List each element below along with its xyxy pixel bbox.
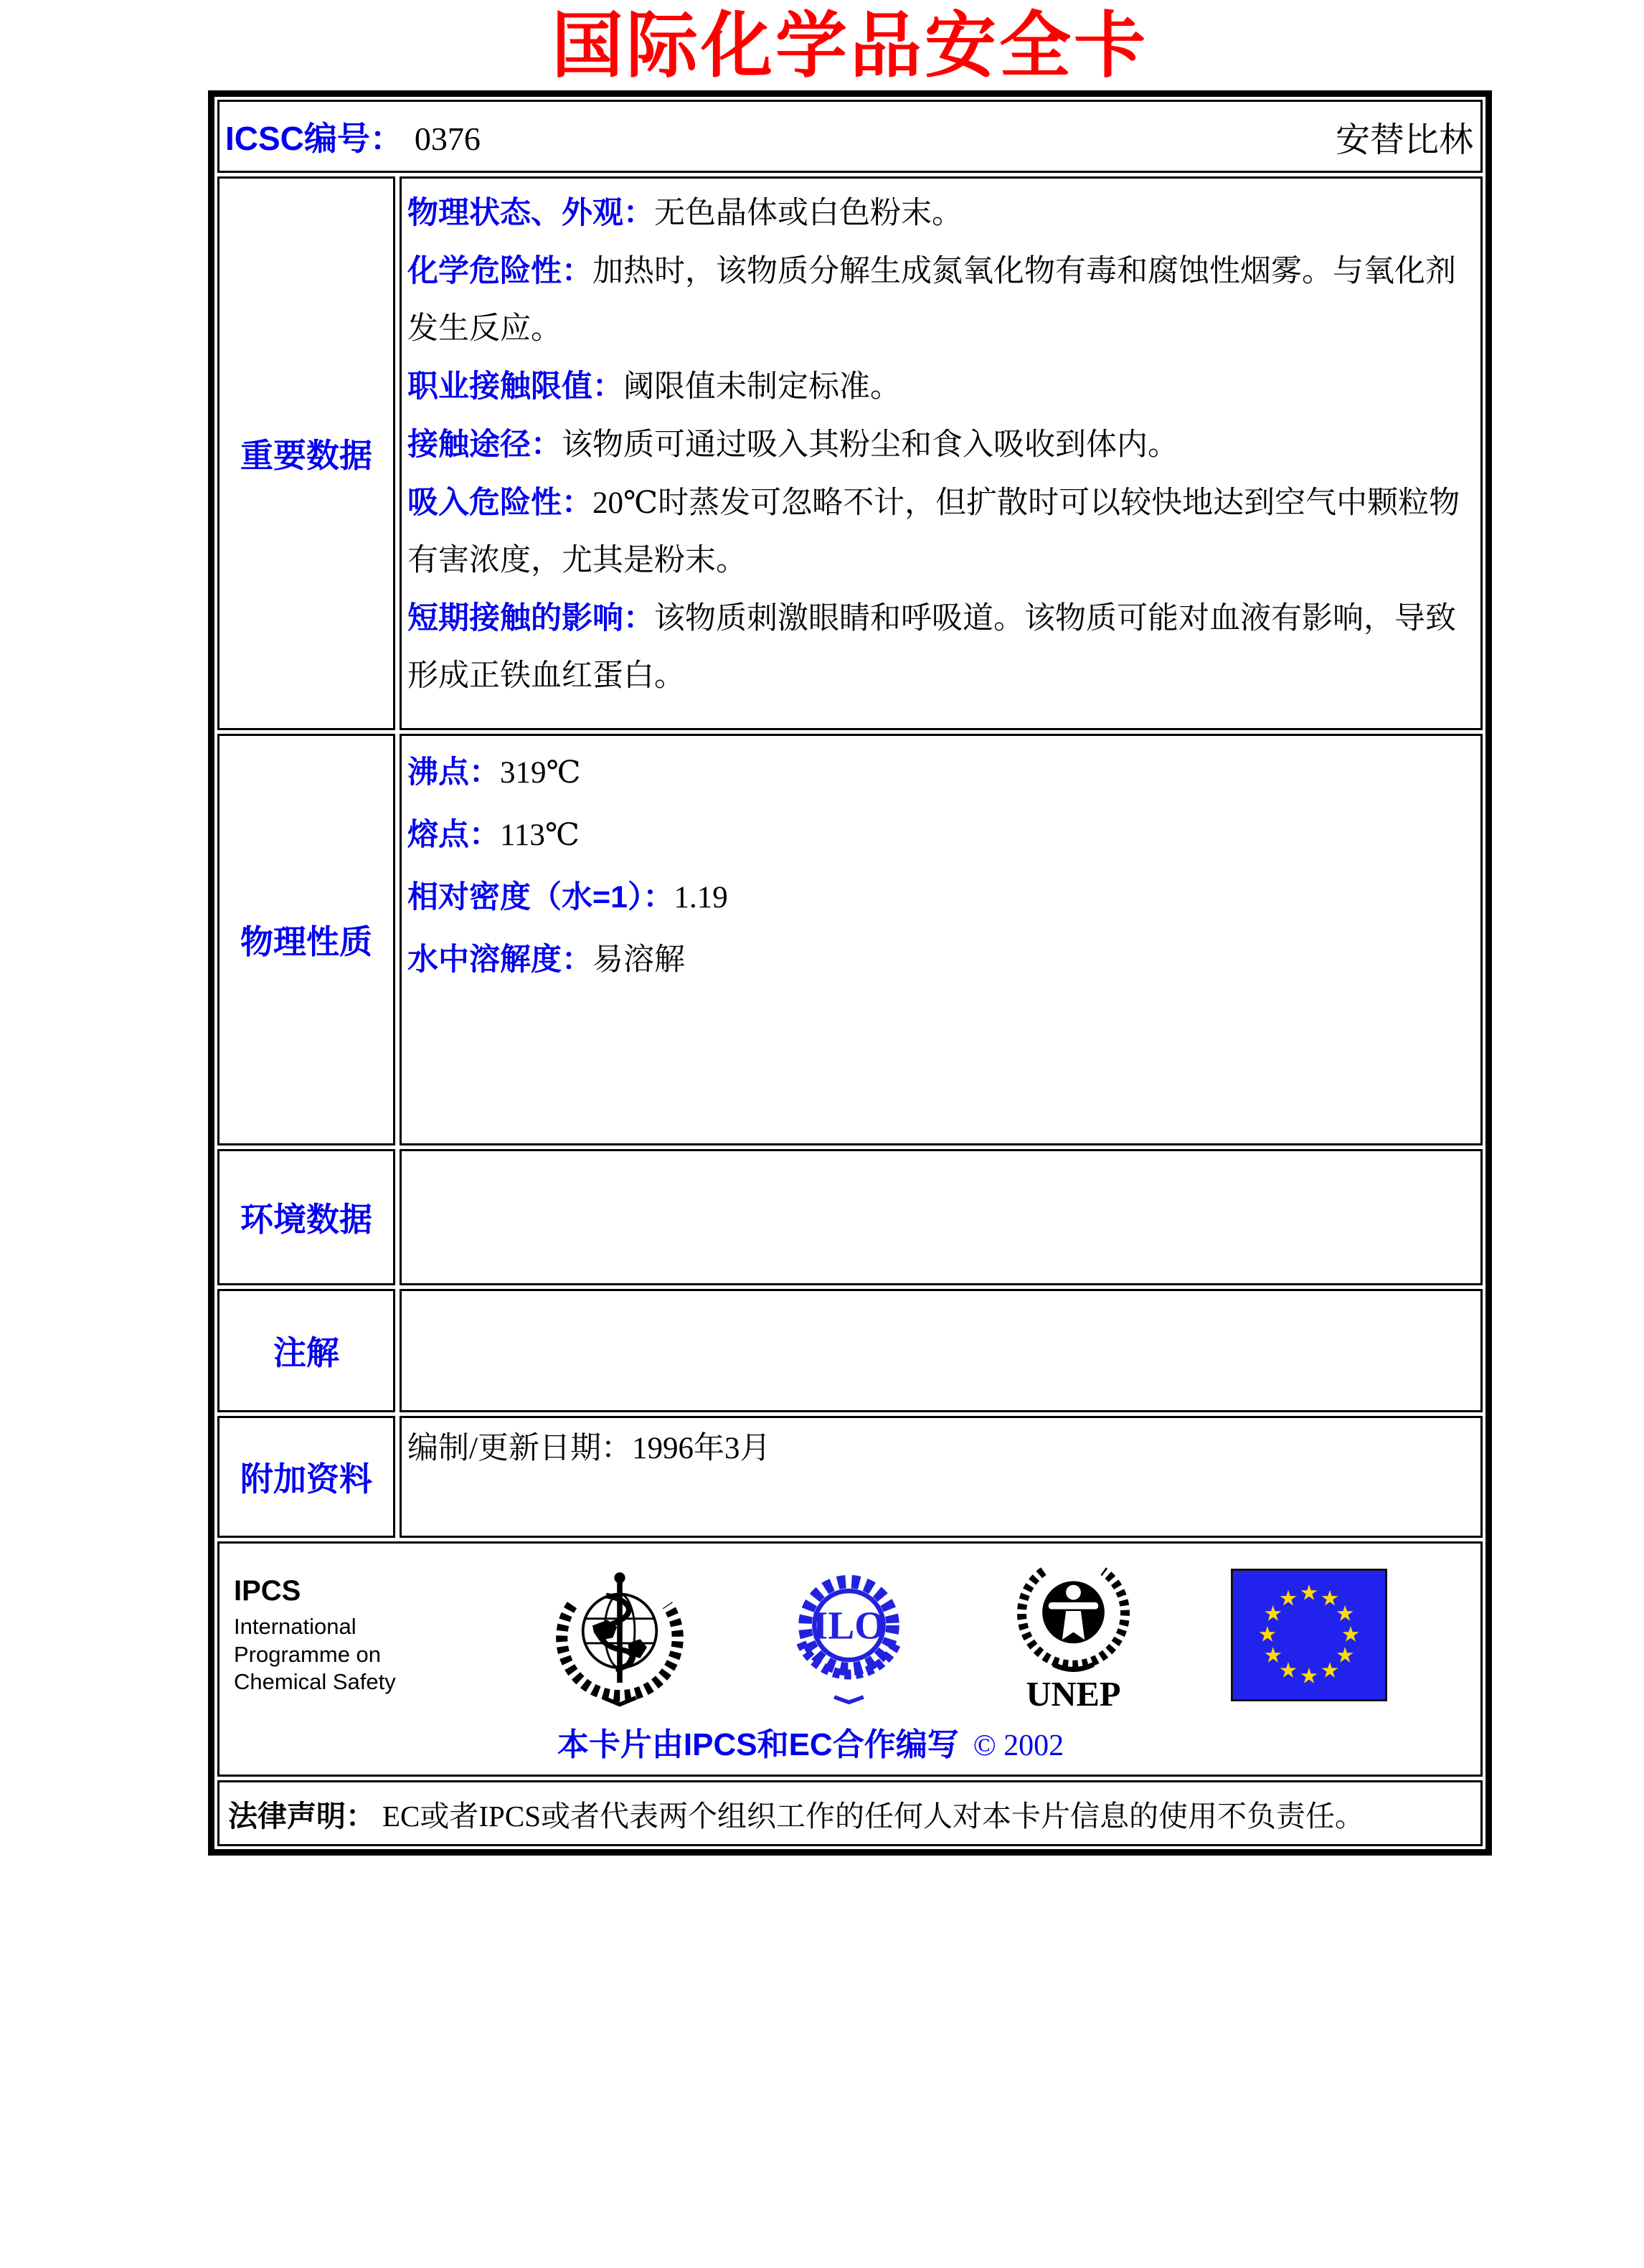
copyright-line [234, 1719, 1387, 1764]
icsc-number-label: ICSC编号： [225, 120, 403, 157]
property-line [407, 590, 1470, 705]
property-label: 接触途径： [407, 427, 562, 462]
property-value: 无色晶体或白色粉末。 [654, 197, 963, 230]
property-line [407, 866, 1470, 929]
property-value: 319℃ [500, 756, 581, 790]
environmental-data-row [217, 1149, 1483, 1285]
property-line [407, 742, 1470, 804]
property-line [407, 184, 1470, 242]
header-row [217, 100, 1483, 173]
page-title: 国际化学品安全卡 [552, 6, 1148, 86]
property-label: 职业接触限值： [407, 369, 623, 404]
property-label: 相对密度（水=1）： [407, 880, 674, 915]
legal-notice-label: 法律声明： [228, 1799, 375, 1833]
ipcs-acronym: IPCS [234, 1574, 301, 1607]
ilo-logo-icon [783, 1563, 915, 1706]
unep-letters: UNEP [1025, 1677, 1121, 1714]
icsc-number-value: 0376 [414, 121, 481, 157]
property-value: 该物质可通过吸入其粉尘和食入吸收到体内。 [562, 428, 1178, 462]
environmental-data-content [400, 1149, 1483, 1285]
physical-properties-row [217, 734, 1483, 1145]
property-line [407, 929, 1470, 991]
property-label: 吸入危险性： [407, 486, 592, 520]
property-value: 1.19 [674, 881, 728, 915]
icsc-card-table [208, 90, 1492, 1856]
section-label-physical: 物理性质 [217, 734, 395, 1145]
additional-info-row [217, 1416, 1483, 1538]
property-line [407, 242, 1470, 358]
property-value: 113℃ [500, 818, 580, 852]
substance-name: 安替比林 [1335, 121, 1473, 159]
notes-content [400, 1289, 1483, 1412]
property-label: 化学危险性： [407, 254, 592, 288]
section-label-additional: 附加资料 [217, 1416, 395, 1538]
copyright-text: 本卡片由IPCS和EC合作编写 [557, 1727, 959, 1762]
important-data-row [217, 176, 1483, 730]
property-label: 物理状态、外观： [407, 196, 654, 230]
legal-notice-text: EC或者IPCS或者代表两个组织工作的任何人对本卡片信息的使用不负责任。 [382, 1799, 1364, 1833]
section-label-notes: 注解 [217, 1289, 395, 1412]
property-label: 熔点： [407, 818, 500, 852]
property-line [407, 474, 1470, 590]
physical-properties-content [400, 734, 1483, 1145]
section-label-important: 重要数据 [217, 176, 395, 730]
section-label-environment: 环境数据 [217, 1149, 395, 1285]
additional-info-content: 编制/更新日期：1996年3月 [400, 1416, 1483, 1538]
property-label: 沸点： [407, 755, 500, 790]
ipcs-line: International [234, 1613, 356, 1639]
ipcs-text-block [234, 1573, 456, 1696]
property-label: 水中溶解度： [407, 942, 592, 977]
property-line [407, 804, 1470, 866]
ipcs-line: Chemical Safety [234, 1669, 396, 1695]
logos-row [234, 1555, 1387, 1714]
icsc-number-group [225, 113, 1336, 160]
important-data-content [400, 176, 1483, 730]
property-line [407, 416, 1470, 474]
who-logo-icon [552, 1561, 688, 1709]
property-value: 该物质刺激眼睛和呼吸道。该物质可能对血液有影响，导致形成正铁血红蛋白。 [407, 602, 1456, 693]
legal-notice-row [217, 1780, 1483, 1846]
property-value: 易溶解 [592, 943, 685, 977]
property-line [407, 358, 1470, 416]
eu-flag-icon [1231, 1569, 1387, 1701]
unep-wordmark [1011, 1677, 1136, 1714]
property-value: 20℃时蒸发可忽略不计，但扩散时可以较快地达到空气中颗粒物有害浓度，尤其是粉末。 [407, 486, 1460, 577]
property-value: 阈限值未制定标准。 [623, 370, 901, 404]
organisations-footer [217, 1541, 1483, 1777]
ipcs-line: Programme on [234, 1641, 382, 1667]
copyright-year: © 2002 [973, 1729, 1064, 1762]
property-label: 短期接触的影响： [407, 601, 654, 635]
ilo-letters: ILO [812, 1604, 886, 1648]
property-value: 加热时，该物质分解生成氮氧化物有毒和腐蚀性烟雾。与氧化剂发生反应。 [407, 255, 1456, 346]
notes-row [217, 1289, 1483, 1412]
unep-logo-block [1011, 1555, 1136, 1714]
unep-logo-icon [1011, 1555, 1136, 1677]
